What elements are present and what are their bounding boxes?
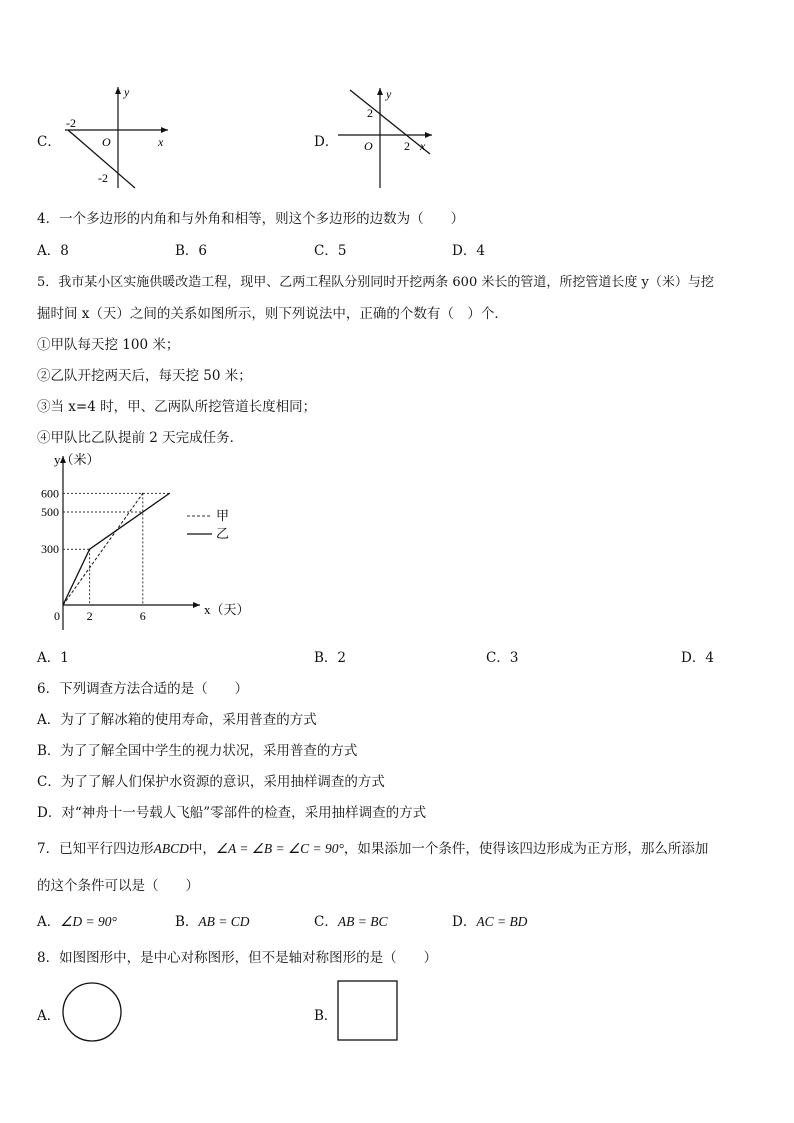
q7-suffix: ，如果添加一个条件，使得该四边形成为正方形，那么所添加 bbox=[343, 841, 709, 857]
q7-option-c-expr: AB = BC bbox=[337, 914, 388, 929]
q3-option-c-graph bbox=[60, 84, 175, 194]
chart-x-axis-label: x（天） bbox=[204, 602, 250, 617]
q7-option-d-label: D． bbox=[452, 914, 477, 930]
q5-stem-line2: 掘时间 x（天）之间的关系如图所示，则下列说法中，正确的个数有（ ）个． bbox=[37, 306, 508, 322]
q5-option-d[interactable]: D．4 bbox=[681, 650, 714, 666]
legend-label-jia: 甲 bbox=[216, 508, 230, 523]
y-tick-label-0: 300 bbox=[41, 542, 59, 557]
q3-option-d-label: D． bbox=[314, 134, 339, 150]
q7-mid: 中， bbox=[188, 841, 216, 857]
q8-option-b-square-figure bbox=[336, 979, 400, 1043]
q7-stem-line1 bbox=[37, 837, 708, 857]
q8-option-b[interactable]: B． bbox=[314, 1008, 338, 1024]
q7-option-a-expr: ∠D = 90° bbox=[60, 914, 117, 929]
q5-option-a[interactable]: A．1 bbox=[37, 650, 69, 666]
q3d-origin: O bbox=[364, 139, 373, 153]
series-1-point-2 bbox=[169, 493, 170, 494]
q7-formula: ∠A = ∠B = ∠C = 90° bbox=[215, 841, 344, 856]
q7-option-d-expr: AC = BD bbox=[476, 914, 528, 929]
q3d-y-intercept: 2 bbox=[367, 106, 373, 120]
q8-option-a[interactable]: A． bbox=[37, 1008, 61, 1024]
series-0-point-1 bbox=[142, 493, 143, 494]
chart-legend bbox=[187, 508, 229, 541]
q3c-x-label: x bbox=[158, 135, 164, 149]
q4-stem: 4．一个多边形的内角和与外角和相等，则这个多边形的边数为（ ） bbox=[37, 211, 465, 227]
q4-option-d[interactable]: D．4 bbox=[452, 243, 485, 259]
q3d-x-label: x bbox=[420, 139, 426, 153]
series-line-0 bbox=[63, 493, 143, 605]
q3c-y-label: y bbox=[124, 85, 130, 99]
q7-option-b[interactable] bbox=[175, 910, 250, 930]
x-tick-label-2: 6 bbox=[139, 609, 146, 623]
legend-label-yi: 乙 bbox=[216, 526, 230, 541]
q3c-origin: O bbox=[102, 135, 111, 149]
q7-option-a-label: A． bbox=[37, 914, 61, 930]
q7-option-c[interactable] bbox=[314, 910, 387, 930]
q5-statement-1: ①甲队每天挖 100 米； bbox=[37, 337, 180, 353]
q3d-y-label: y bbox=[386, 87, 392, 101]
q6-stem: 6．下列调查方法合适的是（ ） bbox=[37, 681, 249, 697]
q6-option-d[interactable]: D．对“神舟十一号载人飞船”零部件的检查，采用抽样调查的方式 bbox=[37, 805, 427, 821]
q3c-y-intercept: -2 bbox=[98, 171, 108, 185]
q7-option-c-label: C． bbox=[314, 914, 338, 930]
q5-stem-line1: 5．我市某小区实施供暖改造工程，现甲、乙两工程队分别同时开挖两条 600 米长的管道，所挖管道长度 y（米）与挖 bbox=[37, 275, 714, 290]
chart-series bbox=[62, 493, 170, 606]
q8-option-a-circle-figure bbox=[60, 980, 126, 1046]
q3c-x-intercept: -2 bbox=[66, 116, 76, 130]
series-1-point-1 bbox=[89, 549, 90, 550]
chart-axes bbox=[60, 456, 200, 630]
q7-prefix: 7．已知平行四边形 bbox=[37, 841, 154, 857]
chart-guides bbox=[63, 493, 169, 605]
q7-option-a[interactable] bbox=[37, 910, 117, 930]
series-1-point-0 bbox=[62, 604, 63, 605]
series-line-1 bbox=[63, 493, 169, 605]
q5-option-c[interactable]: C．3 bbox=[486, 650, 519, 666]
q6-option-b[interactable]: B．为了了解全国中学生的视力状况，采用普查的方式 bbox=[37, 743, 358, 759]
x-tick-label-1: 2 bbox=[86, 609, 93, 623]
x-axis-arrow bbox=[193, 602, 200, 608]
q8-stem: 8．如图图形中，是中心对称图形，但不是轴对称图形的是（ ） bbox=[37, 950, 438, 966]
q7-option-d[interactable] bbox=[452, 910, 527, 930]
q4-option-a[interactable]: A．8 bbox=[37, 243, 69, 259]
q5-statement-4: ④甲队比乙队提前 2 天完成任务． bbox=[37, 430, 244, 446]
q5-option-b[interactable]: B．2 bbox=[314, 650, 347, 666]
q6-option-c[interactable]: C．为了了解人们保护水资源的意识，采用抽样调查的方式 bbox=[37, 774, 385, 790]
y-tick-label-2: 600 bbox=[41, 486, 59, 501]
q5-statement-2: ②乙队开挖两天后，每天挖 50 米； bbox=[37, 368, 252, 384]
y-tick-label-1: 500 bbox=[41, 505, 59, 519]
q3-option-d-graph bbox=[330, 84, 440, 194]
chart-y-axis-label: y（米） bbox=[54, 452, 100, 467]
q7-stem-line2: 的这个条件可以是（ ） bbox=[37, 878, 199, 894]
q5-chart bbox=[30, 448, 260, 633]
q5-statement-3: ③当 x=4 时，甲、乙两队所挖管道长度相同； bbox=[37, 399, 317, 415]
q3d-x-intercept: 2 bbox=[404, 139, 410, 153]
q6-option-a[interactable]: A．为了了解冰箱的使用寿命，采用普查的方式 bbox=[37, 712, 317, 728]
x-tick-label-0: 0 bbox=[54, 609, 60, 623]
q7-option-b-label: B． bbox=[175, 914, 199, 930]
q4-option-c[interactable]: C．5 bbox=[314, 243, 347, 259]
q4-option-b[interactable]: B．6 bbox=[175, 243, 208, 259]
q7-shape-name: ABCD bbox=[153, 841, 189, 856]
chart-ticks bbox=[41, 486, 146, 623]
q3-option-c-label: C． bbox=[37, 134, 61, 150]
q7-option-b-expr: AB = CD bbox=[198, 914, 250, 929]
